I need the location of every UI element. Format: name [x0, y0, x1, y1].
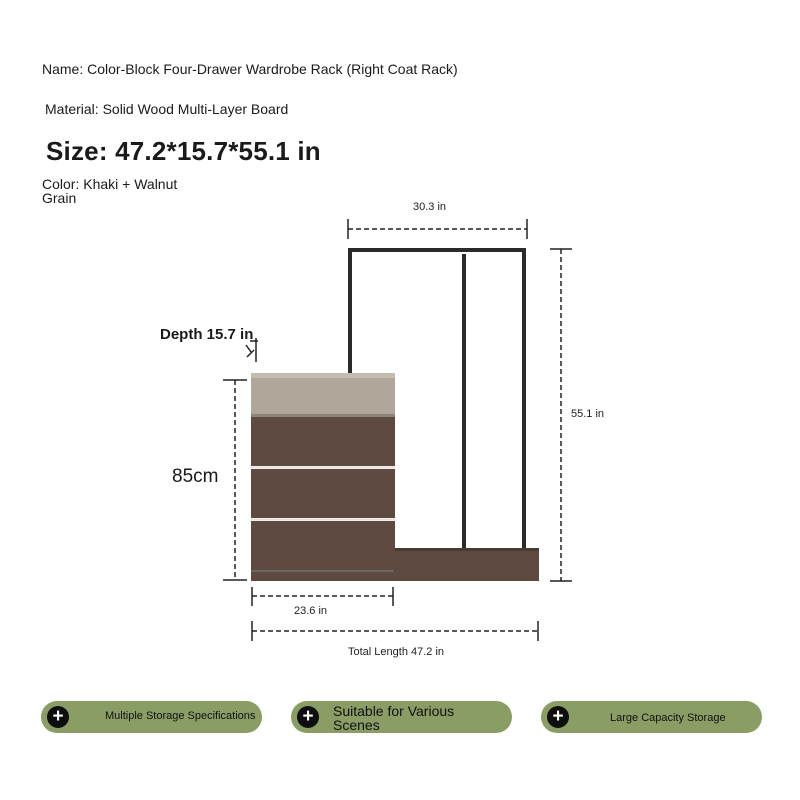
product-color: Color: Khaki + Walnut Grain: [42, 176, 178, 206]
dimension-rack-width: [348, 219, 527, 239]
drawer-2: [251, 469, 395, 518]
drawer-3: [251, 521, 395, 570]
rack-width-label: 30.3 in: [413, 201, 447, 213]
cabinet-height-label: 85cm: [172, 466, 219, 487]
feature-pill-storage-specs: [41, 701, 262, 733]
dimension-total-height: [550, 249, 572, 581]
cabinet-width-label: 23.6 in: [294, 605, 328, 617]
product-size: Size: 47.2*15.7*55.1 in: [46, 136, 321, 166]
feature-label: Suitable for Various Scenes: [333, 703, 455, 733]
base-platform: [394, 548, 539, 581]
depth-label: Depth 15.7 in: [160, 326, 254, 343]
plus-icon: +: [547, 706, 569, 728]
dimension-total-length: [252, 621, 538, 641]
feature-label: Multiple Storage Specifications: [105, 710, 256, 722]
feature-pill-large-capacity: [541, 701, 762, 733]
total-length-label: Total Length 47.2 in: [348, 646, 445, 658]
cabinet-top: [251, 373, 395, 416]
plus-icon: +: [47, 706, 69, 728]
plus-icon: +: [297, 706, 319, 728]
feature-label: Large Capacity Storage: [610, 712, 726, 724]
dimension-cabinet-width: [252, 587, 393, 606]
drawer-cabinet: [251, 373, 395, 581]
product-name: Name: Color-Block Four-Drawer Wardrobe Rack (Right Coat Rack): [42, 61, 458, 77]
dimension-cabinet-height: [223, 380, 247, 580]
drawer-1: [251, 417, 395, 466]
cabinet-plinth: [251, 572, 395, 581]
total-height-label: 55.1 in: [571, 408, 605, 420]
feature-pill-various-scenes: [291, 701, 512, 733]
product-material: Material: Solid Wood Multi-Layer Board: [45, 101, 289, 117]
